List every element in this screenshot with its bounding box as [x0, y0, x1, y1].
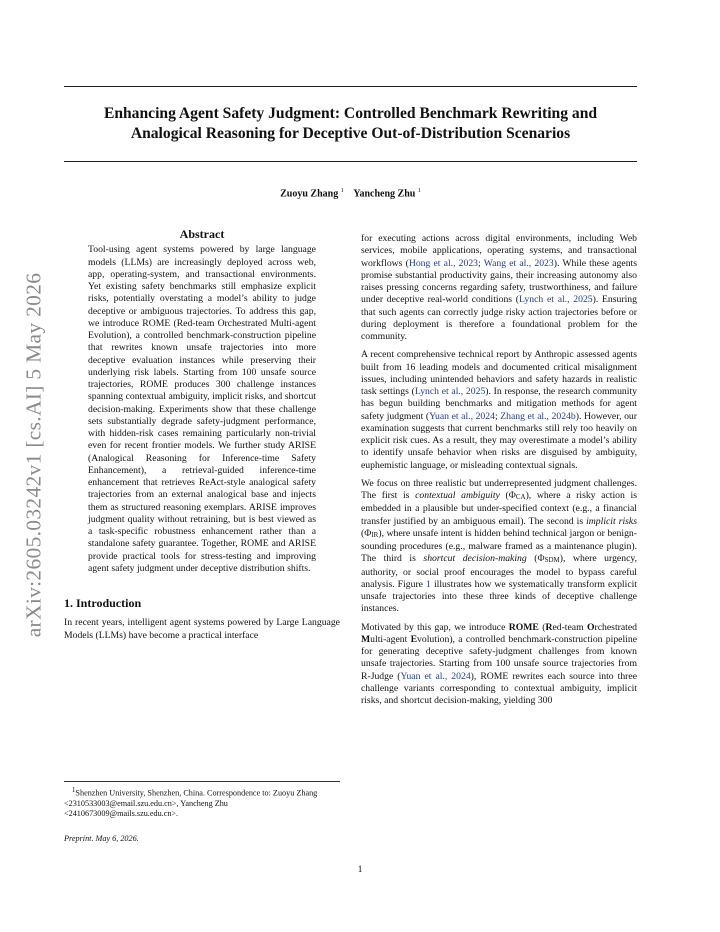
right-column: [361, 233, 637, 713]
challenge-term: implicit risks: [586, 515, 637, 527]
citation-link[interactable]: Hong et al., 2023: [408, 257, 479, 269]
arxiv-stamp-text: arXiv:2605.03242v1 [cs.AI] 5 May 2026: [21, 272, 46, 638]
intro-paragraph: A recent comprehensive technical report by Anthropic assessed agents built from 16 leading models and documented critical misalignment issues, including unintended behaviors and safety hazards in realistic task settings (Lynch et al., 2025). In response, the research community has begun building benchmarks and mitigation methods for agent safety judgment (Yuan et al., 2024; Zhang et al., 2024b). However, our examination suggests that current benchmarks still rely too heavily on explicit risk cues. As a result, they may overestimate a model’s ability to identify unsafe behavior when risks are disguised by ambiguity, euphemistic language, or misleading contextual signals.: [361, 349, 637, 471]
intro-paragraph-continued: for executing actions across digital environments, including Web services, mobile applications, operating systems, and transactional workflows (Hong et al., 2023; Wang et al., 2023). While these agents promise substantial productivity gains, their increasing autonomy also raises pressing concerns regarding safety, trustworthiness, and failure under deceptive real-world conditions (Lynch et al., 2025). Ensuring that such agents can correctly judge risky action trajectories before or during deployment is therefore a foundational problem for the community.: [361, 233, 637, 342]
arxiv-stamp: [8, 265, 60, 645]
challenge-term: contextual ambiguity: [415, 490, 500, 501]
footnote: [64, 781, 340, 819]
intro-paragraph: We focus on three realistic but underrepresented judgment challenges. The first is contextual ambiguity (ΦCA), where a risky action is embedded in a plausible but under-specified context (e.g., a financial transfer justified by an ambiguous email). The second is implicit risks (ΦIR), where unsafe intent is hidden behind technical jargon or benign-sounding procedures (e.g., malware framed as a maintenance plugin). The third is shortcut decision-making (ΦSDM), where urgency, authority, or social proof encourages the model to bypass careful analysis. Figure 1 illustrates how we systematically transform explicit unsafe trajectories into these three kinds of deceptive challenge instances.: [361, 477, 637, 615]
citation-link[interactable]: Lynch et al., 2025: [519, 294, 593, 306]
method-name: ROME: [508, 621, 539, 633]
author-name: Zuoyu Zhang: [280, 188, 339, 200]
footnote-text: Shenzhen University, Shenzhen, China. Correspondence to: Zuoyu Zhang <2310533003@email.szu.edu.cn>, Yancheng Zhu <2410673009@mails.szu.edu.cn>.: [64, 788, 318, 819]
citation-link[interactable]: Yuan et al., 2024: [429, 410, 495, 422]
abstract-text: Tool-using agent systems powered by large language models (LLMs) are increasingly deployed across web, app, operating-system, and transactional environments. Yet existing safety benchmarks still emphasize explicit risks, potentially overstating a model’s ability to judge deceptive or ambiguous trajectories. To address this gap, we introduce ROME (Red-team Orchestrated Multi-agent Evolution), a controlled benchmark-construction pipeline that rewrites known unsafe trajectories into more deceptive evaluation instances while preserving their underlying risk labels. Starting from 100 unsafe source trajectories, ROME produces 300 challenge instances spanning contextual ambiguity, implicit risks, and shortcut decision-making. Experiments show that these challenge sets substantially degrade safety-judgment performance, with hidden-risk cases remaining particularly non-trivial even for recent frontier models. We further study ARISE (Analogical Reasoning for Inference-time Safety Enhancement), a retrieval-guided inference-time enhancement that retrieves ReAct-style analogical safety trajectories from an external analogical base and injects them as structured reasoning exemplars. ARISE improves judgment quality without retraining, but is best viewed as a task-specific robustness enhancement rather than a standalone safety guarantee. Together, ROME and ARISE provide practical tools for stress-testing and improving agent safety judgment under deceptive distribution shifts.: [88, 244, 316, 574]
title-line-2: Analogical Reasoning for Deceptive Out-of-Distribution Scenarios: [130, 124, 571, 142]
page-number: 1: [357, 864, 363, 875]
citation-link[interactable]: Yuan et al., 2024: [400, 670, 471, 682]
paper-title: [64, 104, 637, 143]
intro-paragraph: In recent years, intelligent agent systems powered by Large Language Models (LLMs) have become a practical interface: [64, 617, 340, 641]
preprint-note: Preprint. May 6, 2026.: [64, 834, 139, 843]
figure-link[interactable]: 1: [426, 578, 431, 590]
title-top-rule: [64, 86, 637, 87]
challenge-term: shortcut decision-making: [423, 553, 527, 565]
footnote-mark: 1: [72, 787, 76, 794]
author-name: Yancheng Zhu: [353, 188, 416, 200]
citation-link[interactable]: Wang et al., 2023: [483, 257, 554, 269]
author-affiliation: 1: [340, 188, 344, 194]
left-column: [64, 228, 340, 648]
author-list: [64, 188, 637, 199]
citation-link[interactable]: Zhang et al., 2024b: [500, 410, 576, 422]
title-bottom-rule: [64, 161, 637, 162]
title-line-1: Enhancing Agent Safety Judgment: Controlled Benchmark Rewriting and: [103, 105, 598, 122]
author-affiliation: 1: [417, 188, 421, 194]
abstract-heading: Abstract: [179, 227, 225, 241]
section-heading: 1. Introduction: [64, 596, 142, 610]
citation-link[interactable]: Lynch et al., 2025: [414, 386, 486, 397]
intro-paragraph: Motivated by this gap, we introduce ROME (Red-team Orchestrated Multi-agent Evolution), a controlled benchmark-construction pipeline for generating deceptive safety-judgment challenges from known unsafe trajectories. Starting from 100 unsafe source trajectories from R-Judge (Yuan et al., 2024), ROME rewrites each source into three challenge variants corresponding to contextual ambiguity, implicit risks, and shortcut decision-making, yielding 300: [361, 621, 638, 706]
